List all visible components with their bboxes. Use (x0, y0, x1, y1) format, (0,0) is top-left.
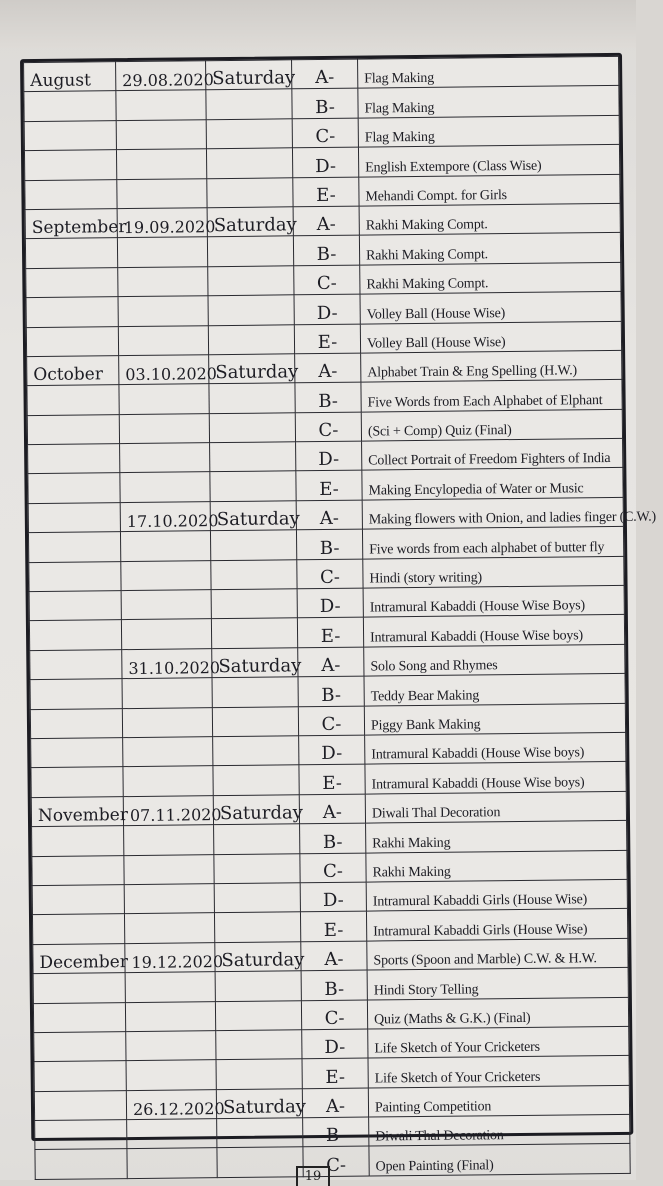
activity-cell: Sports (Spoon and Marble) C.W. & H.W. (367, 938, 628, 970)
date-cell: 29.08.2020 (116, 61, 206, 91)
activity-cell: Rakhi Making (366, 850, 627, 882)
activity-cell: Life Sketch of Your Cricketers (368, 1026, 629, 1058)
activity-cell: Painting Competition (368, 1085, 629, 1117)
activity-cell: Five words from each alphabet of butter fly (362, 527, 623, 559)
group-cell: B- (292, 89, 358, 119)
group-cell: C- (301, 1000, 367, 1030)
month-cell (32, 855, 124, 885)
activity-cell: Collect Portrait of Freedom Fighters of India (362, 438, 623, 470)
day-cell (211, 559, 297, 589)
group-cell: B- (301, 970, 367, 1000)
group-cell: E- (297, 618, 363, 648)
month-cell (32, 885, 124, 915)
day-cell: Saturday (207, 207, 293, 237)
activity-cell: Five Words from Each Alphabet of Elphant (361, 380, 622, 412)
date-cell (122, 707, 212, 737)
date-cell (124, 884, 214, 914)
month-cell (25, 238, 117, 268)
group-cell: E- (296, 471, 362, 501)
activity-cell: Intramural Kabaddi (House Wise boys) (365, 762, 626, 794)
activity-cell: Rakhi Making (366, 820, 627, 852)
activity-cell: Open Painting (Final) (369, 1144, 630, 1176)
month-cell (30, 649, 122, 679)
date-cell (116, 90, 206, 120)
date-cell (123, 766, 213, 796)
group-cell: A- (298, 647, 364, 677)
group-cell: E- (302, 1058, 368, 1088)
activity-cell: Flag Making (358, 115, 619, 147)
group-cell: A- (296, 500, 362, 530)
activity-cell: Rakhi Making Compt. (359, 233, 620, 265)
group-cell: A- (301, 941, 367, 971)
day-cell (215, 971, 301, 1001)
activity-cell: Diwali Thal Decoration (365, 791, 626, 823)
month-cell: December (33, 943, 125, 973)
date-cell (117, 237, 207, 267)
page-number: 19 (296, 1166, 330, 1186)
activity-cell: Flag Making (358, 86, 619, 118)
month-cell (33, 973, 125, 1003)
day-cell (217, 1118, 303, 1148)
group-cell: D- (292, 147, 358, 177)
date-cell (124, 854, 214, 884)
group-cell: D- (294, 294, 360, 324)
activity-cell: Intramural Kabaddi (House Wise Boys) (363, 585, 624, 617)
date-cell (120, 443, 210, 473)
group-cell: C- (295, 412, 361, 442)
page-top-shadow (0, 0, 636, 48)
date-cell: 31.10.2020 (122, 648, 212, 678)
month-cell (35, 1120, 127, 1150)
day-cell (217, 1147, 303, 1177)
activity-cell: Intramural Kabaddi Girls (House Wise) (366, 909, 627, 941)
date-cell (117, 178, 207, 208)
activity-cell: Hindi (story writing) (363, 556, 624, 588)
month-cell (26, 267, 118, 297)
day-cell: Saturday (209, 354, 295, 384)
group-cell: B- (293, 235, 359, 265)
activity-cell: Life Sketch of Your Cricketers (368, 1056, 629, 1088)
group-cell: D- (302, 1029, 368, 1059)
activity-cell: Hindi Story Telling (367, 967, 628, 999)
activity-cell: Rakhi Making Compt. (360, 262, 621, 294)
date-cell (118, 296, 208, 326)
day-cell (213, 765, 299, 795)
date-cell (119, 413, 209, 443)
activity-cell: Piggy Bank Making (364, 703, 625, 735)
month-cell (27, 414, 119, 444)
activity-cell: Intramural Kabaddi (House Wise boys) (365, 732, 626, 764)
month-cell (29, 620, 121, 650)
month-cell (34, 1061, 126, 1091)
activity-cell: Rakhi Making Compt. (359, 203, 620, 235)
month-cell: August (24, 62, 116, 92)
date-cell (127, 1119, 217, 1149)
activity-schedule-table (23, 56, 657, 1180)
activity-cell: Teddy Bear Making (364, 674, 625, 706)
date-cell (119, 384, 209, 414)
date-cell: 03.10.2020 (119, 355, 209, 385)
group-cell: C- (294, 265, 360, 295)
date-cell (118, 325, 208, 355)
month-cell (28, 444, 120, 474)
activity-cell: Mehandi Compt. for Girls (359, 174, 620, 206)
group-cell: E- (299, 764, 365, 794)
activity-cell: (Sci + Comp) Quiz (Final) (361, 409, 622, 441)
activity-cell: English Extempore (Class Wise) (358, 145, 619, 177)
date-cell: 26.12.2020 (126, 1089, 216, 1119)
day-cell (216, 1059, 302, 1089)
day-cell (208, 324, 294, 354)
month-cell (24, 91, 116, 121)
date-cell (116, 149, 206, 179)
day-cell (207, 177, 293, 207)
group-cell: B- (303, 1117, 369, 1147)
activity-cell: Diwali Thal Decoration (369, 1114, 630, 1146)
activity-cell: Alphabet Train & Eng Spelling (H.W.) (361, 350, 622, 382)
group-cell: C- (298, 706, 364, 736)
day-cell (206, 119, 292, 149)
table-row (35, 1144, 630, 1180)
day-cell (207, 236, 293, 266)
month-cell (28, 473, 120, 503)
day-cell (215, 1000, 301, 1030)
group-cell: B- (300, 823, 366, 853)
month-cell (29, 561, 121, 591)
month-cell (30, 708, 122, 738)
date-cell (124, 913, 214, 943)
day-cell (211, 589, 297, 619)
month-cell: November (31, 796, 123, 826)
group-cell: D- (297, 588, 363, 618)
day-cell (214, 912, 300, 942)
group-cell: D- (300, 882, 366, 912)
date-cell (121, 590, 211, 620)
group-cell: A- (302, 1088, 368, 1118)
date-cell (120, 531, 210, 561)
month-cell (28, 532, 120, 562)
day-cell (210, 471, 296, 501)
date-cell (127, 1148, 217, 1178)
date-cell (122, 678, 212, 708)
day-cell (206, 148, 292, 178)
date-cell (126, 1060, 216, 1090)
activity-schedule-frame (20, 53, 657, 1176)
day-cell: Saturday (216, 1088, 302, 1118)
day-cell: Saturday (206, 60, 292, 90)
month-cell (33, 1002, 125, 1032)
day-cell (212, 677, 298, 707)
month-cell (27, 385, 119, 415)
month-cell (25, 179, 117, 209)
date-cell: 19.12.2020 (125, 942, 215, 972)
date-cell: 19.09.2020 (117, 208, 207, 238)
group-cell: C- (303, 1147, 369, 1177)
group-cell: A- (299, 794, 365, 824)
group-cell: C- (292, 118, 358, 148)
month-cell: September (25, 209, 117, 239)
group-cell: E- (294, 324, 360, 354)
activity-cell: Intramural Kabaddi Girls (House Wise) (366, 879, 627, 911)
month-cell (32, 914, 124, 944)
day-cell: Saturday (212, 648, 298, 678)
day-cell (209, 383, 295, 413)
activity-cell: Flag Making (358, 56, 619, 88)
group-cell: D- (299, 735, 365, 765)
schedule-body (24, 56, 657, 1179)
group-cell: A- (295, 353, 361, 383)
month-cell (31, 738, 123, 768)
day-cell (206, 89, 292, 119)
month-cell (26, 297, 118, 327)
date-cell: 07.11.2020 (123, 795, 213, 825)
activity-cell: Quiz (Maths & G.K.) (Final) (367, 997, 628, 1029)
activity-cell: Solo Song and Rhymes (364, 644, 625, 676)
day-cell (213, 736, 299, 766)
date-cell (120, 472, 210, 502)
day-cell (208, 295, 294, 325)
group-cell: B- (295, 382, 361, 412)
month-cell (30, 679, 122, 709)
group-cell: B- (298, 676, 364, 706)
month-cell (34, 1090, 126, 1120)
day-cell (210, 442, 296, 472)
group-cell: B- (296, 529, 362, 559)
date-cell (121, 619, 211, 649)
date-cell (126, 1031, 216, 1061)
date-cell (116, 119, 206, 149)
day-cell (214, 883, 300, 913)
group-cell: E- (293, 177, 359, 207)
date-cell (121, 560, 211, 590)
day-cell (208, 266, 294, 296)
group-cell: A- (292, 59, 358, 89)
date-cell (125, 1001, 215, 1031)
day-cell (209, 412, 295, 442)
date-cell (125, 972, 215, 1002)
day-cell: Saturday (213, 795, 299, 825)
month-cell (32, 826, 124, 856)
group-cell: C- (297, 559, 363, 589)
day-cell (214, 853, 300, 883)
month-cell (35, 1149, 127, 1179)
day-cell: Saturday (210, 501, 296, 531)
activity-cell: Making Encylopedia of Water or Music (362, 468, 623, 500)
group-cell: C- (300, 853, 366, 883)
month-cell (29, 591, 121, 621)
day-cell (210, 530, 296, 560)
activity-cell: Making flowers with Onion, and ladies finger (C.W.) (362, 497, 623, 529)
group-cell: A- (293, 206, 359, 236)
day-cell (214, 824, 300, 854)
group-cell: D- (296, 441, 362, 471)
day-cell (211, 618, 297, 648)
month-cell (24, 150, 116, 180)
day-cell (212, 706, 298, 736)
month-cell: October (27, 356, 119, 386)
month-cell (34, 1031, 126, 1061)
month-cell (28, 502, 120, 532)
activity-cell: Volley Ball (House Wise) (360, 291, 621, 323)
activity-cell: Intramural Kabaddi (House Wise boys) (363, 615, 624, 647)
activity-cell: Volley Ball (House Wise) (360, 321, 621, 353)
date-cell (123, 737, 213, 767)
date-cell (118, 266, 208, 296)
group-cell: E- (300, 911, 366, 941)
date-cell (124, 825, 214, 855)
month-cell (24, 120, 116, 150)
day-cell (216, 1030, 302, 1060)
date-cell: 17.10.2020 (120, 502, 210, 532)
day-cell: Saturday (215, 941, 301, 971)
month-cell (31, 767, 123, 797)
month-cell (26, 326, 118, 356)
